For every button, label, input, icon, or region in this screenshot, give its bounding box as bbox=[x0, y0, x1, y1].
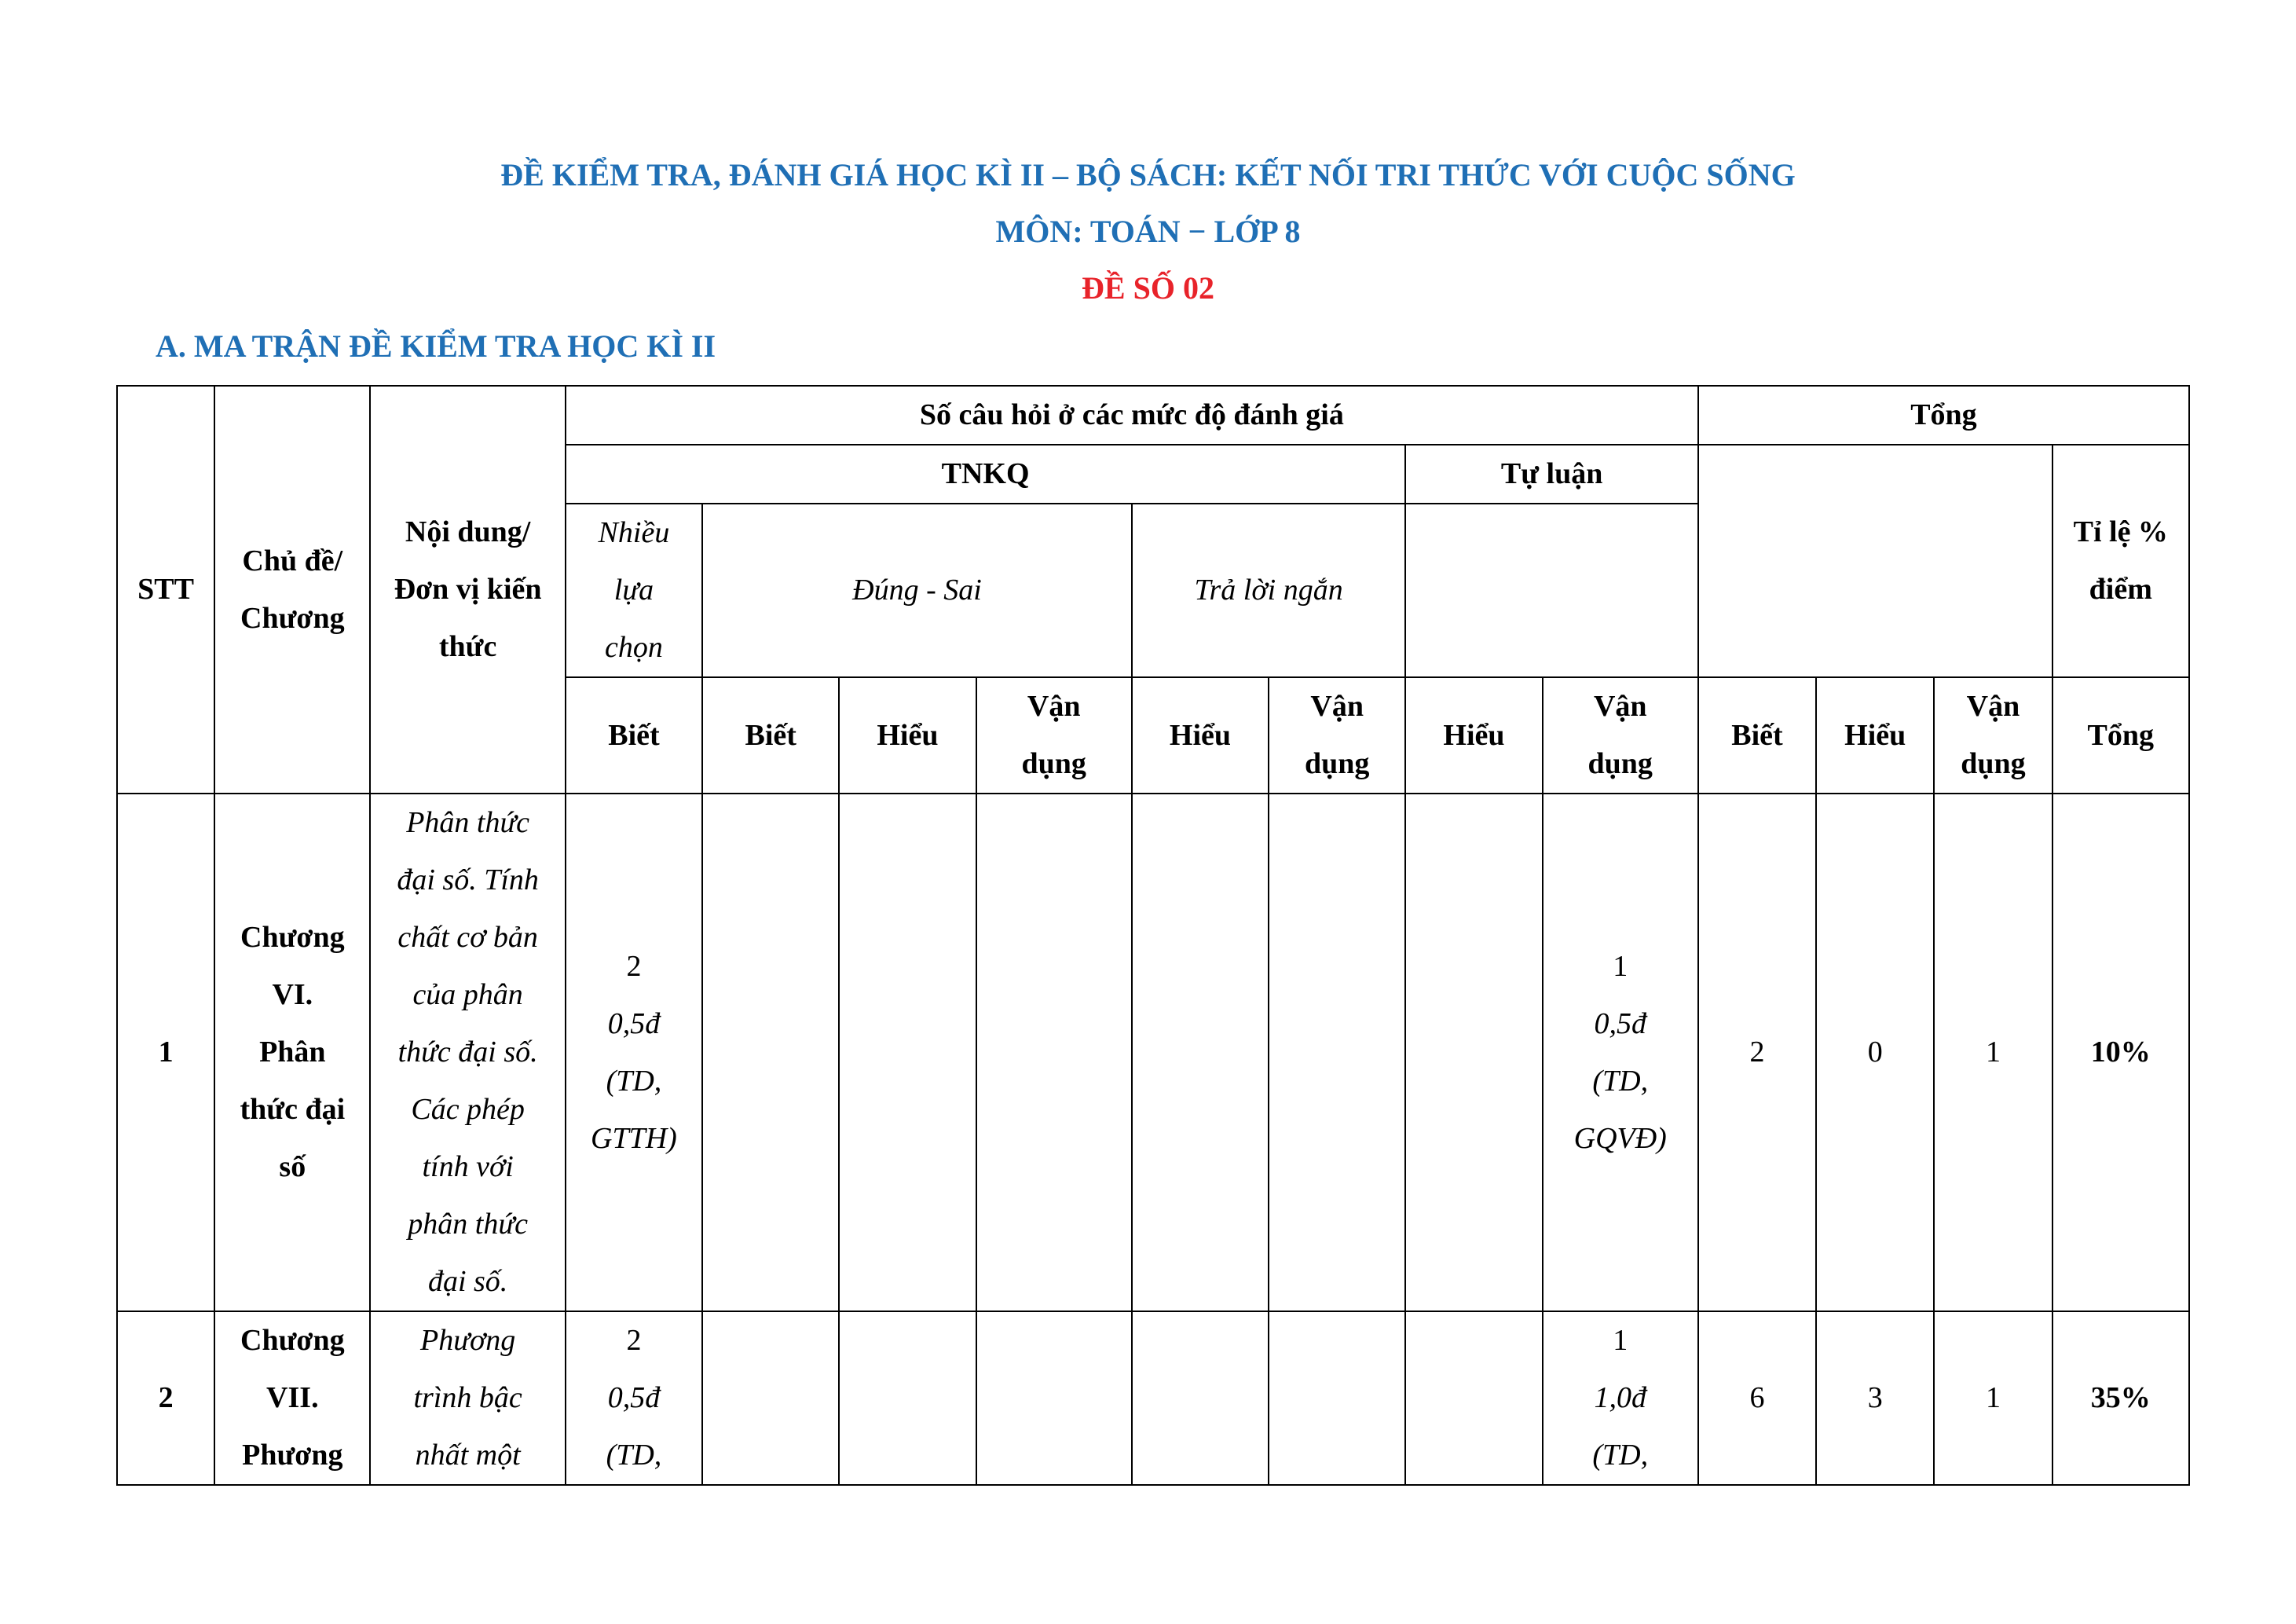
count-value: 2 bbox=[626, 1324, 642, 1357]
header-tra-loi-ngan: Trả lời ngắn bbox=[1132, 504, 1406, 677]
row-chude: Chương VI. Phân thức đại số bbox=[214, 794, 370, 1311]
level-hieu: Hiểu bbox=[839, 677, 976, 794]
table-row bbox=[117, 794, 2189, 1311]
count-value: 2 bbox=[626, 949, 642, 983]
row-ds-hieu bbox=[839, 1311, 976, 1485]
row-tln-vandung bbox=[1269, 794, 1405, 1311]
header-stt: STT bbox=[117, 386, 214, 794]
row-tl-vandung bbox=[1543, 1311, 1698, 1485]
row-tong-biet: 2 bbox=[1698, 794, 1816, 1311]
level-biet: Biết bbox=[566, 677, 702, 794]
count-detail: (TD, bbox=[606, 1439, 662, 1472]
row-noidung: Phân thức đại số. Tính chất cơ bản của phân thức đại số. Các phép tính với phân thức đại số. bbox=[370, 794, 565, 1311]
section-a-heading: A. MA TRẬN ĐỀ KIỂM TRA HỌC KÌ II bbox=[156, 328, 716, 364]
level-biet: Biết bbox=[1698, 677, 1816, 794]
count-value: 1 bbox=[1613, 1324, 1628, 1357]
row-chude: Chương VII. Phương bbox=[214, 1311, 370, 1485]
row-stt: 1 bbox=[117, 794, 214, 1311]
header-tile: Tỉ lệ % điểm bbox=[2052, 445, 2189, 677]
row-ds-biet bbox=[702, 794, 839, 1311]
exam-matrix-table bbox=[116, 385, 2190, 1486]
count-detail: 1,0đ bbox=[1594, 1381, 1646, 1414]
level-hieu: Hiểu bbox=[1405, 677, 1542, 794]
level-vandung: Vận dụng bbox=[1269, 677, 1405, 794]
row-tln-hieu bbox=[1132, 1311, 1269, 1485]
level-vandung: Vận dụng bbox=[976, 677, 1132, 794]
row-tong-vandung: 1 bbox=[1934, 794, 2052, 1311]
level-tong: Tổng bbox=[2052, 677, 2189, 794]
row-nlc-biet bbox=[566, 794, 702, 1311]
header-dung-sai: Đúng - Sai bbox=[702, 504, 1132, 677]
row-tl-count bbox=[1547, 938, 1694, 1168]
subject-line: MÔN: TOÁN − LỚP 8 bbox=[995, 214, 1301, 249]
header-noidung: Nội dung/ Đơn vị kiến thức bbox=[370, 386, 565, 794]
header-row-1 bbox=[117, 386, 2189, 445]
header-tong-blank bbox=[1698, 445, 2052, 677]
row-tile: 35% bbox=[2052, 1311, 2189, 1485]
row-tong-biet: 6 bbox=[1698, 1311, 1816, 1485]
row-noidung: Phương trình bậc nhất một bbox=[370, 1311, 565, 1485]
row-tln-vandung bbox=[1269, 1311, 1405, 1485]
level-vandung: Vận dụng bbox=[1543, 677, 1698, 794]
row-nlc-count bbox=[569, 1312, 698, 1484]
row-tl-vandung bbox=[1543, 794, 1698, 1311]
document-title: ĐỀ KIỂM TRA, ĐÁNH GIÁ HỌC KÌ II – BỘ SÁCH: KẾT NỐI TRI THỨC VỚI CUỘC SỐNG bbox=[500, 157, 1796, 192]
row-ds-biet bbox=[702, 1311, 839, 1485]
row-tong-hieu: 3 bbox=[1816, 1311, 1934, 1485]
row-ds-vandung bbox=[976, 794, 1132, 1311]
count-detail: (TD, bbox=[1592, 1439, 1649, 1472]
level-hieu: Hiểu bbox=[1816, 677, 1934, 794]
row-tl-count bbox=[1547, 1312, 1694, 1484]
row-tl-hieu bbox=[1405, 794, 1542, 1311]
table-row bbox=[117, 1311, 2189, 1485]
header-tuluan-blank bbox=[1405, 504, 1698, 677]
row-ds-vandung bbox=[976, 1311, 1132, 1485]
row-nlc-count bbox=[569, 938, 698, 1168]
header-tnkq: TNKQ bbox=[566, 445, 1406, 504]
count-detail: 0,5đ bbox=[607, 1006, 661, 1040]
header-socau: Số câu hỏi ở các mức độ đánh giá bbox=[566, 386, 1698, 445]
count-value: 1 bbox=[1613, 949, 1628, 983]
exam-number: ĐỀ SỐ 02 bbox=[1082, 270, 1214, 306]
row-stt: 2 bbox=[117, 1311, 214, 1485]
row-ds-hieu bbox=[839, 794, 976, 1311]
level-hieu: Hiểu bbox=[1132, 677, 1269, 794]
count-detail: GTTH) bbox=[591, 1121, 677, 1155]
count-detail: 0,5đ bbox=[1594, 1006, 1646, 1040]
level-vandung: Vận dụng bbox=[1934, 677, 2052, 794]
row-tln-hieu bbox=[1132, 794, 1269, 1311]
count-detail: GQVĐ) bbox=[1573, 1121, 1667, 1155]
row-nlc-biet bbox=[566, 1311, 702, 1485]
row-tong-hieu: 0 bbox=[1816, 794, 1934, 1311]
row-tile: 10% bbox=[2052, 794, 2189, 1311]
count-detail: 0,5đ bbox=[607, 1381, 661, 1414]
header-nhieu-lua-chon: Nhiều lựa chọn bbox=[566, 504, 702, 677]
level-biet: Biết bbox=[702, 677, 839, 794]
row-tong-vandung: 1 bbox=[1934, 1311, 2052, 1485]
row-tl-hieu bbox=[1405, 1311, 1542, 1485]
count-detail: (TD, bbox=[1592, 1064, 1649, 1098]
header-tuluan: Tự luận bbox=[1405, 445, 1698, 504]
header-tong: Tổng bbox=[1698, 386, 2189, 445]
count-detail: (TD, bbox=[606, 1064, 662, 1098]
header-chude: Chủ đề/ Chương bbox=[214, 386, 370, 794]
